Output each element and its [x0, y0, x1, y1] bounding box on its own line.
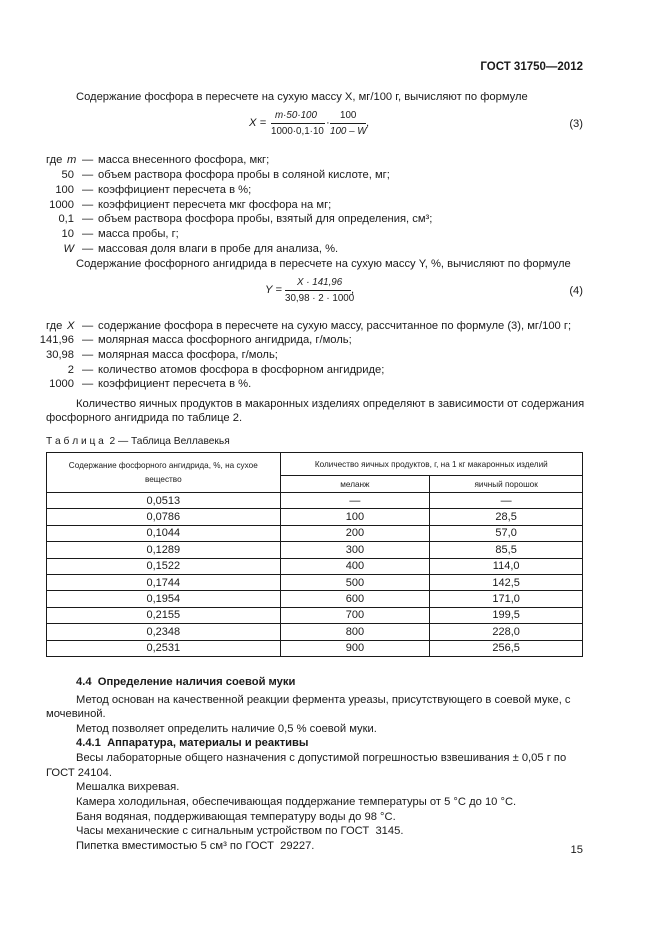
document-id: ГОСТ 31750—2012 — [480, 61, 583, 73]
definition-dash: — — [82, 169, 94, 181]
definition-symbol: 141,96 — [39, 334, 74, 346]
section-heading-4-4: 4.4 Определение наличия соевой муки — [76, 676, 296, 688]
equipment-item: Мешалка вихревая. — [76, 781, 180, 793]
equipment-item: ГОСТ 24104. — [46, 767, 112, 779]
formula-4-lhs: Y = — [265, 284, 282, 296]
definition-symbol: 30,98 — [46, 349, 74, 361]
formula-4-comma: , — [351, 284, 355, 296]
table-row — [47, 542, 583, 558]
definition-text: коэффициент пересчета в %. — [98, 378, 252, 390]
equipment-item: Часы механические с сигнальным устройством по ГОСТ 3145. — [76, 825, 404, 837]
definition-symbol: 1000 — [49, 199, 74, 211]
paragraph-method-line-1: Метод основан на качественной реакции фермента уреазы, присутствующего в соевой муке, с — [76, 694, 571, 706]
table-cell-egg-powder: 28,5 — [430, 509, 583, 525]
definition-text: молярная масса фосфорного ангидрида, г/моль; — [98, 334, 352, 346]
definition-dash: — — [82, 243, 94, 255]
paragraph-anhydride-formula-intro: Содержание фосфорного ангидрида в пересчете на сухую массу Y, %, вычисляют по формуле — [76, 258, 571, 270]
definition-dash: — — [82, 213, 94, 225]
definition-dash: — — [82, 320, 94, 332]
formula-3-denominator-2: 100 – W — [330, 126, 367, 137]
table-cell-melange: 500 — [280, 574, 430, 590]
formula-3-number: (3) — [569, 118, 583, 130]
table-cell-melange: 600 — [280, 591, 430, 607]
table-row — [47, 509, 583, 525]
table-header-melange: меланж — [280, 476, 430, 493]
table-row — [47, 640, 583, 656]
table-cell-melange: 800 — [280, 624, 430, 640]
subsection-heading-4-4-1: 4.4.1 Аппаратура, материалы и реактивы — [76, 737, 309, 749]
definition-dash: — — [82, 154, 94, 166]
formula-4-denominator: 30,98 · 2 · 1000 — [285, 293, 355, 304]
table-cell-melange: 100 — [280, 509, 430, 525]
table-cell-egg-powder: — — [430, 493, 583, 509]
table-header-row — [47, 453, 583, 476]
definition-text: объем раствора фосфора пробы, взятый для определения, см³; — [98, 213, 433, 225]
table-cell-melange: 300 — [280, 542, 430, 558]
table-cell-anhydride: 0,0513 — [47, 493, 281, 509]
table-header-egg-quantity: Количество яичных продуктов, г, на 1 кг макаронных изделий — [280, 453, 582, 476]
definition-text: масса внесенного фосфора, мкг; — [98, 154, 270, 166]
definition-symbol: 10 — [61, 228, 74, 240]
formula-3-comma: , — [366, 117, 370, 129]
paragraph-egg-products-line-1: Количество яичных продуктов в макаронных изделиях определяют в зависимости от содержания — [76, 398, 585, 410]
table-row — [47, 607, 583, 623]
definition-symbol: 0,1 — [58, 213, 74, 225]
definition-symbol: W — [63, 243, 74, 255]
equipment-item: Баня водяная, поддерживающая температуру воды до 98 °С. — [76, 811, 396, 823]
definition-symbol: 50 — [61, 169, 74, 181]
equipment-item: Пипетка вместимостью 5 см³ по ГОСТ 29227. — [76, 840, 315, 852]
table-cell-melange: 700 — [280, 607, 430, 623]
table-cell-anhydride: 0,2531 — [47, 640, 281, 656]
definition-text: объем раствора фосфора пробы в соляной кислоте, мг; — [98, 169, 390, 181]
equipment-item: Весы лабораторные общего назначения с допустимой погрешностью взвешивания ± 0,05 г по — [76, 752, 567, 764]
definition-dash: — — [82, 378, 94, 390]
table-cell-melange: 900 — [280, 640, 430, 656]
definition-dash: — — [82, 228, 94, 240]
formula-3-lhs: X = — [249, 117, 267, 129]
paragraph-egg-products-line-2: фосфорного ангидрида по таблице 2. — [46, 412, 243, 424]
paragraph-method-sensitivity: Метод позволяет определить наличие 0,5 % соевой муки. — [76, 723, 377, 735]
definition-text: масса пробы, г; — [98, 228, 179, 240]
table-cell-melange: — — [280, 493, 430, 509]
paragraph-method-line-2: мочевиной. — [46, 708, 106, 720]
definition-text: массовая доля влаги в пробе для анализа, %. — [98, 243, 339, 255]
definition-symbol: X — [67, 320, 75, 332]
formula-3-denominator-1: 1000·0,1·10 — [271, 126, 324, 137]
definition-dash: — — [82, 199, 94, 211]
table-cell-anhydride: 0,1289 — [47, 542, 281, 558]
table-row — [47, 574, 583, 590]
definition-text: коэффициент пересчета в %; — [98, 184, 252, 196]
table-cell-anhydride: 0,0786 — [47, 509, 281, 525]
table-header-egg-powder: яичный порошок — [430, 476, 583, 493]
table-cell-egg-powder: 199,5 — [430, 607, 583, 623]
table-cell-egg-powder: 171,0 — [430, 591, 583, 607]
paragraph-phosphorus-formula-intro: Содержание фосфора в пересчете на сухую массу X, мг/100 г, вычисляют по формуле — [76, 91, 528, 103]
formula-3-numerator-1: m·50·100 — [275, 110, 317, 121]
definition-text: количество атомов фосфора в фосфорном ангидриде; — [98, 364, 385, 376]
table-row — [47, 525, 583, 541]
definition-dash: — — [82, 364, 94, 376]
table-cell-egg-powder: 142,5 — [430, 574, 583, 590]
definition-prefix: где — [46, 154, 63, 166]
formula-3-fraction-2 — [330, 110, 366, 136]
definition-symbol: m — [67, 154, 77, 166]
table-cell-anhydride: 0,1044 — [47, 525, 281, 541]
definition-dash: — — [82, 349, 94, 361]
equipment-item: Камера холодильная, обеспечивающая поддержание температуры от 5 °С до 10 °С. — [76, 796, 517, 808]
table-cell-anhydride: 0,1744 — [47, 574, 281, 590]
table-cell-egg-powder: 85,5 — [430, 542, 583, 558]
definition-dash: — — [82, 334, 94, 346]
definition-prefix: где — [46, 320, 63, 332]
formula-3-dot: · — [326, 117, 330, 129]
formula-3-fraction-1 — [271, 110, 325, 136]
table-row — [47, 558, 583, 574]
table-cell-anhydride: 0,2348 — [47, 624, 281, 640]
table-row — [47, 493, 583, 509]
table-cell-egg-powder: 57,0 — [430, 525, 583, 541]
table-caption: Т а б л и ц а 2 — Таблица Веллавекья — [46, 436, 230, 447]
table-row — [47, 624, 583, 640]
table-cell-egg-powder: 114,0 — [430, 558, 583, 574]
formula-4-number: (4) — [569, 285, 583, 297]
table-cell-anhydride: 0,2155 — [47, 607, 281, 623]
table-header-anhydride: Содержание фосфорного ангидрида, %, на сухое вещество — [47, 453, 281, 493]
formula-3-numerator-2: 100 — [340, 110, 357, 121]
definition-symbol: 1000 — [49, 378, 74, 390]
table-cell-egg-powder: 228,0 — [430, 624, 583, 640]
formula-4-numerator: X · 141,96 — [297, 277, 343, 288]
wellaweka-table — [46, 452, 583, 657]
table-cell-anhydride: 0,1522 — [47, 558, 281, 574]
page-number: 15 — [570, 844, 583, 856]
formula-4-fraction — [285, 277, 355, 304]
definition-symbol: 100 — [55, 184, 74, 196]
definition-text: содержание фосфора в пересчете на сухую массу, рассчитанное по формуле (3), мг/100 г; — [98, 320, 572, 332]
definition-symbol: 2 — [67, 364, 74, 376]
definition-dash: — — [82, 184, 94, 196]
table-row — [47, 591, 583, 607]
definition-text: молярная масса фосфора, г/моль; — [98, 349, 278, 361]
table-cell-melange: 400 — [280, 558, 430, 574]
table-cell-egg-powder: 256,5 — [430, 640, 583, 656]
table-cell-melange: 200 — [280, 525, 430, 541]
definition-text: коэффициент пересчета мкг фосфора на мг; — [98, 199, 332, 211]
table-cell-anhydride: 0,1954 — [47, 591, 281, 607]
